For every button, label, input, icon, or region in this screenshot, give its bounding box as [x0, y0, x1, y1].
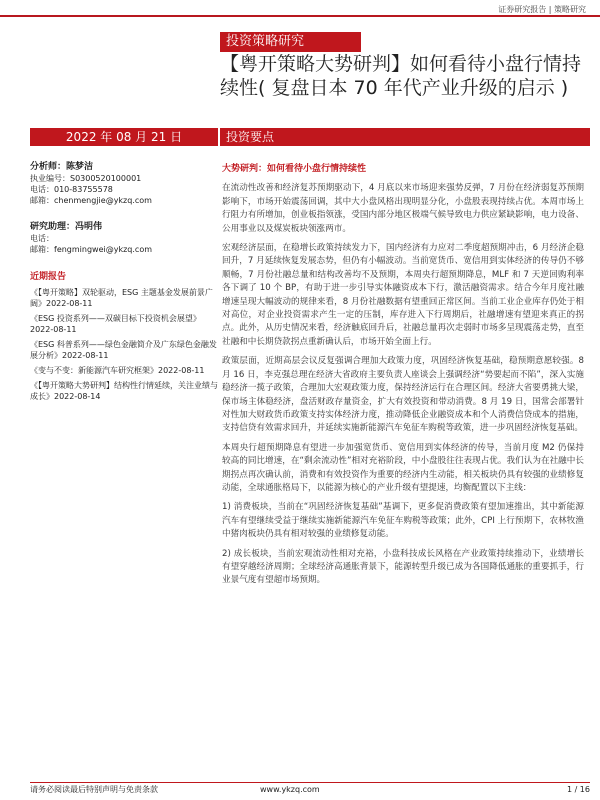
main-subheading: 大势研判：如何看待小盘行情持续性	[222, 164, 367, 174]
paragraph: 在流动性改善和经济复苏预期驱动下，4 月底以来市场迎来强势反弹，7 月份在经济弱复苏预期影响下，市场开始震荡回调，其中大小盘风格出现明显分化，小盘股表现持续占优。本周市场上行阻力有所增加，创业板指领涨，受国内部分地区极端气候导致电力供应紧缺影响，电力设备、公用事业以及煤炭板块领涨两市。	[222, 183, 584, 234]
recent-heading: 近期报告	[30, 272, 67, 282]
footer-website[interactable]: www.ykzq.com	[260, 785, 320, 794]
assistant-email[interactable]: 邮箱：fengmingwei@ykzq.com	[30, 245, 153, 254]
footer	[30, 782, 590, 797]
recent-report-link[interactable]: 《【粤开策略】双轮驱动，ESG 主题基金发展前景广阔》2022-08-11	[30, 288, 213, 308]
report-title: 【粤开策略大势研判】如何看待小盘行情持续性( 复盘日本 70 年代产业升级的启示 )	[220, 53, 582, 99]
paragraph: 2) 成长板块，当前宏观流动性相对充裕，小盘科技成长风格在产业政策持续推动下，业绩增长有望穿越经济周期；全球经济高通胀背景下，能源转型升级已成为各国降低通胀的重要抓手，行业景气度有望超市场预期。	[222, 548, 584, 586]
header-divider	[0, 15, 600, 17]
assistant-heading: 研究助理：冯明伟	[30, 222, 103, 232]
main-content	[222, 163, 584, 594]
assistant-block	[30, 222, 218, 255]
recent-reports	[30, 272, 218, 406]
assistant-line: 电话：	[30, 234, 54, 243]
paragraph: 宏观经济层面，在稳增长政策持续发力下，国内经济有力应对二季度超预期冲击，6 月经济企稳回升，7 月延续恢复发展态势，但仍有小幅波动。当前宽货币、宽信用到实体经济的传导仍不够顺畅，7 月份社融总量和结构改善均不及预期，本周央行超预期降息，MLF 和 7 天逆回购利率各下调了 10 个 BP，有助于进一步引导实体融资成本下行，激活融资需求。结合今年月度社融增速呈现大幅波动的规律来看，8 月份社融数据有望重回正常区间。当前工业企业库存仍处于相对高位，对企业投资需求产生一定的压制，库存进入下行周期后，社融增速有望迎来真正的拐点。此外，从历史情况来看，经济触底回升后，社融总量再次走弱时市场多呈现震荡走势，直至社融和中长期贷款拐点重新确认后，市场开始全面上行。	[222, 243, 584, 347]
footer-disclaimer[interactable]: 请务必阅读最后特别声明与免责条款	[30, 785, 158, 794]
header-brand: 证券研究报告 | 策略研究	[498, 5, 586, 14]
analyst-email[interactable]: 邮箱：chenmengjie@ykzq.com	[30, 196, 152, 205]
report-date: 2022 年 08 月 21 日	[30, 128, 218, 146]
recent-report-link[interactable]: 《ESG 投资系列——双碳目标下投资机会展望》2022-08-11	[30, 314, 201, 334]
analyst-block	[30, 162, 218, 206]
page-number: 1 / 16	[566, 785, 590, 794]
category-band: 投资策略研究	[220, 32, 361, 52]
recent-report-link[interactable]: 《【粤开策略大势研判】结构性行情延续，关注业绩与成长》2022-08-14	[30, 381, 218, 401]
paragraph: 1) 消费板块，当前在“巩固经济恢复基础”基调下，更多促消费政策有望加速推出，其中新能源汽车有望继续受益于继续实施新能源汽车免征车购税等政策；此外，CPI 上行预期下，农林牧渔中猪肉板块仍具有相对较强的业绩修复动能。	[222, 502, 584, 540]
recent-report-link[interactable]: 《ESG 科普系列——绿色金融简介及广东绿色金融发展分析》2022-08-11	[30, 340, 217, 360]
paragraph: 本周央行超预期降息有望进一步加强宽货币、宽信用到实体经济的传导，当前月度 M2 仍保持较高的同比增速，在“剩余流动性”相对充裕阶段，中小盘股往往表现占优。我们认为在社融中长期拐点再次确认前，消费和有效投资作为重要的经济内生动能，相关板块仍具有较强的业绩修复动能，全球通胀格局下，以能源为核心的产业升级有望提速，均衡配置以下主线：	[222, 442, 584, 493]
section-label: 投资要点	[220, 128, 590, 146]
paragraph: 政策层面，近期高层会议反复强调合理加大政策力度，巩固经济恢复基础，稳预期意愿较强。8 月 16 日，李克强总理在经济大省政府主要负责人座谈会上强调经济“势要起而不陷”，深入实施稳经济一揽子政策，合理加大宏观政策力度，保持经济运行在合理区间。经济大省要勇挑大梁，保市场主体稳经济，盘活财政存量资金，扩大有效投资和带动消费。8 月 19 日，国常会部署针对性加大财政货币政策支持实体经济力度，推动降低企业融资成本和个人消费信贷成本的措施，支持信贷有效需求回升，并延续实施新能源汽车免征车购税等政策，进一步巩固经济恢复基础。	[222, 356, 584, 434]
analyst-heading: 分析师：陈梦洁	[30, 162, 94, 172]
analyst-line: 电话：010-83755578	[30, 185, 113, 194]
recent-report-link[interactable]: 《变与不变：新能源汽车研究框架》2022-08-11	[30, 366, 205, 375]
analyst-line: 执业编号：S0300520100001	[30, 174, 142, 183]
